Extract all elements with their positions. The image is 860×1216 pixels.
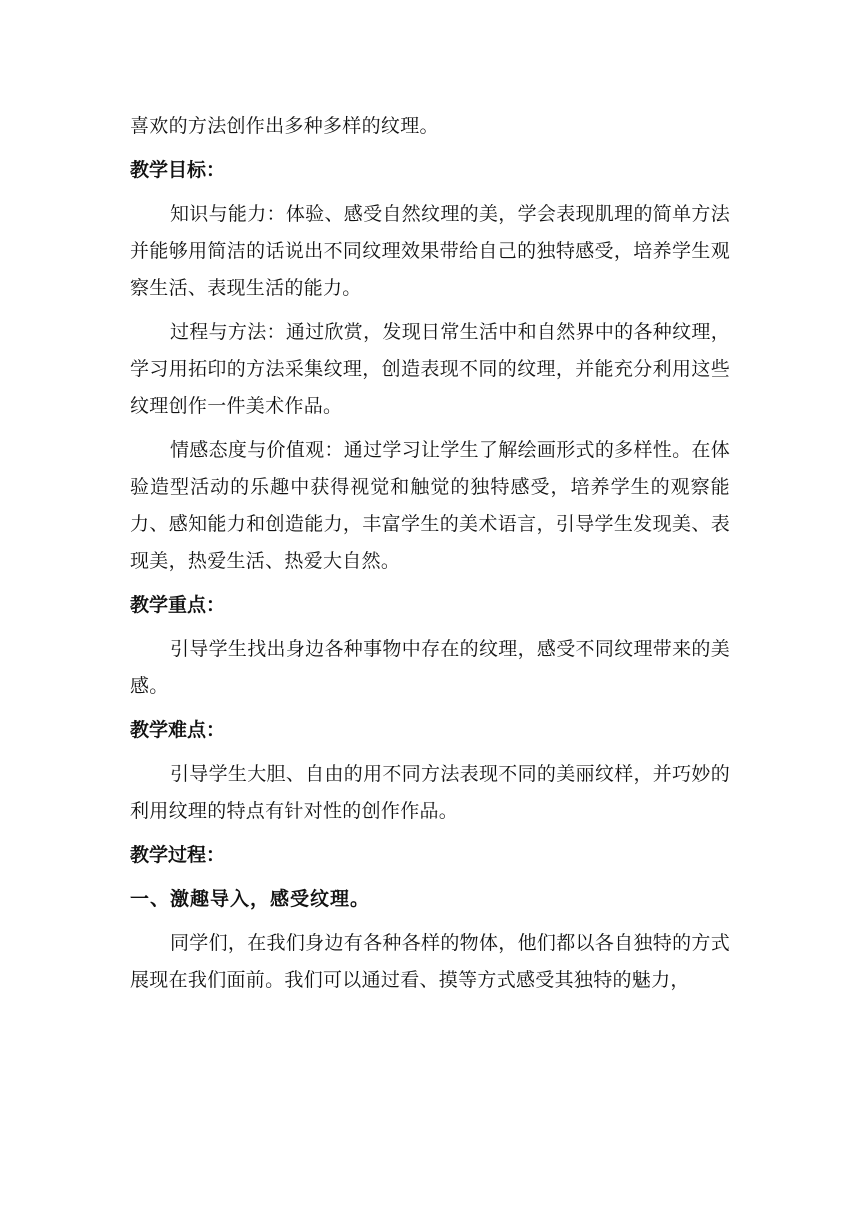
key-points-paragraph: 引导学生找出身边各种事物中存在的纹理，感受不同纹理带来的美感。 [130, 638, 730, 697]
document-page [130, 108, 730, 1006]
continuation-paragraph: 喜欢的方法创作出多种多样的纹理。 [130, 115, 439, 137]
difficulties-heading: 教学难点： [130, 719, 226, 741]
objective-knowledge-paragraph: 知识与能力：体验、感受自然纹理的美，学会表现肌理的简单方法并能够用简洁的话说出不同纹理效果带给自己的独特感受，培养学生观察生活、表现生活的能力。 [130, 203, 730, 299]
objective-process-paragraph: 过程与方法：通过欣赏，发现日常生活中和自然界中的各种纹理，学习用拓印的方法采集纹理，创造表现不同的纹理，并能充分利用这些纹理创作一件美术作品。 [130, 321, 730, 417]
section1-heading: 一、激趣导入，感受纹理。 [130, 888, 371, 910]
key-points-heading: 教学重点： [130, 594, 226, 616]
objectives-heading: 教学目标： [130, 159, 226, 181]
process-heading: 教学过程： [130, 844, 226, 866]
difficulties-paragraph: 引导学生大胆、自由的用不同方法表现不同的美丽纹样，并巧妙的利用纹理的特点有针对性的创作作品。 [130, 763, 730, 822]
objective-emotion-paragraph: 情感态度与价值观：通过学习让学生了解绘画形式的多样性。在体验造型活动的乐趣中获得视觉和触觉的独特感受，培养学生的观察能力、感知能力和创造能力，丰富学生的美术语言，引导学生发现美、表现美，热爱生活、热爱大自然。 [130, 439, 730, 572]
section1-paragraph: 同学们，在我们身边有各种各样的物体，他们都以各自独特的方式展现在我们面前。我们可以通过看、摸等方式感受其独特的魅力， [130, 932, 730, 991]
